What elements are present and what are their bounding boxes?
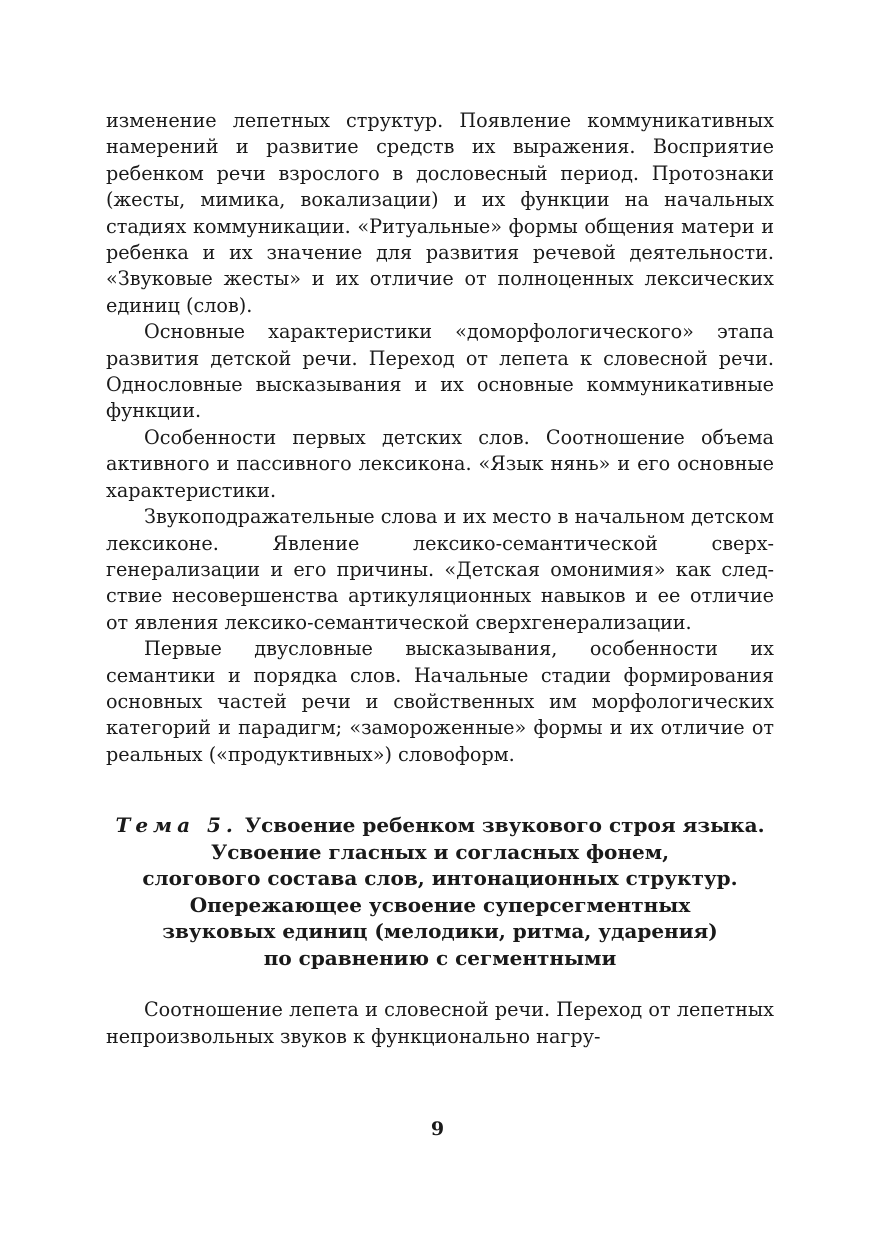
heading-line: по сравнению с сегментными <box>263 945 617 970</box>
topic-title: Усвоение ребенком звукового строя языка. <box>244 813 765 838</box>
paragraph-two-word: Первые двусловные высказывания, особенности их семантики и порядка слов. Начальные стадии формирования основных частей речи и свойственных им морфологических категорий и парадигм; «замороженные» формы и их отличие от реальных («продуктивных») словоформ. <box>106 637 774 766</box>
paragraph-first-words: Особенности первых детских слов. Соотношение объема активного и пассивного лексикона. «Язык нянь» и его основные характеристики. <box>106 425 774 502</box>
heading-line-1 <box>106 812 774 839</box>
paragraph-onomatopoeia: Звукоподражательные слова и их место в начальном детском лексиконе. Явление лексико-семантической сверхгенерализации и его причины. «Детская омонимия» как следствие несовершенства артикуляционных навыков и ее отличие от явления лексико-семантической сверхгенерализации. <box>106 505 774 634</box>
topic-heading <box>106 812 774 971</box>
heading-line: слогового состава слов, интонационных структур. <box>142 866 738 891</box>
topic-label: Тема 5. <box>115 813 238 838</box>
page-content <box>106 108 774 1050</box>
heading-line: Усвоение гласных и согласных фонем, <box>210 839 670 864</box>
paragraph-continued: изменение лепетных структур. Появление коммуникативных намерений и развитие средств их выражения. Восприятие ребенком речи взрослого в дословесный период. Протознаки (жесты, мимика, вокализации) и их функции на начальных стадиях коммуникации. «Ритуальные» формы общения матери и ребенка и их значение для развития речевой деятельности. «Звуковые жесты» и их отличие от полноценных лексических единиц (слов). <box>106 109 774 317</box>
page-number: 9 <box>430 1118 445 1140</box>
paragraph-babble-speech: Соотношение лепета и словесной речи. Переход от лепетных непроизвольных звуков к функционально нагру- <box>106 998 774 1048</box>
heading-line: звуковых единиц (мелодики, ритма, ударения) <box>162 919 718 944</box>
paragraph-domorphological: Основные характеристики «доморфологического» этапа развития детской речи. Переход от лепета к словесной речи. Однословные высказывания и их основные коммуникативные функции. <box>106 320 774 423</box>
heading-line: Опережающее усвоение суперсегментных <box>189 892 691 917</box>
